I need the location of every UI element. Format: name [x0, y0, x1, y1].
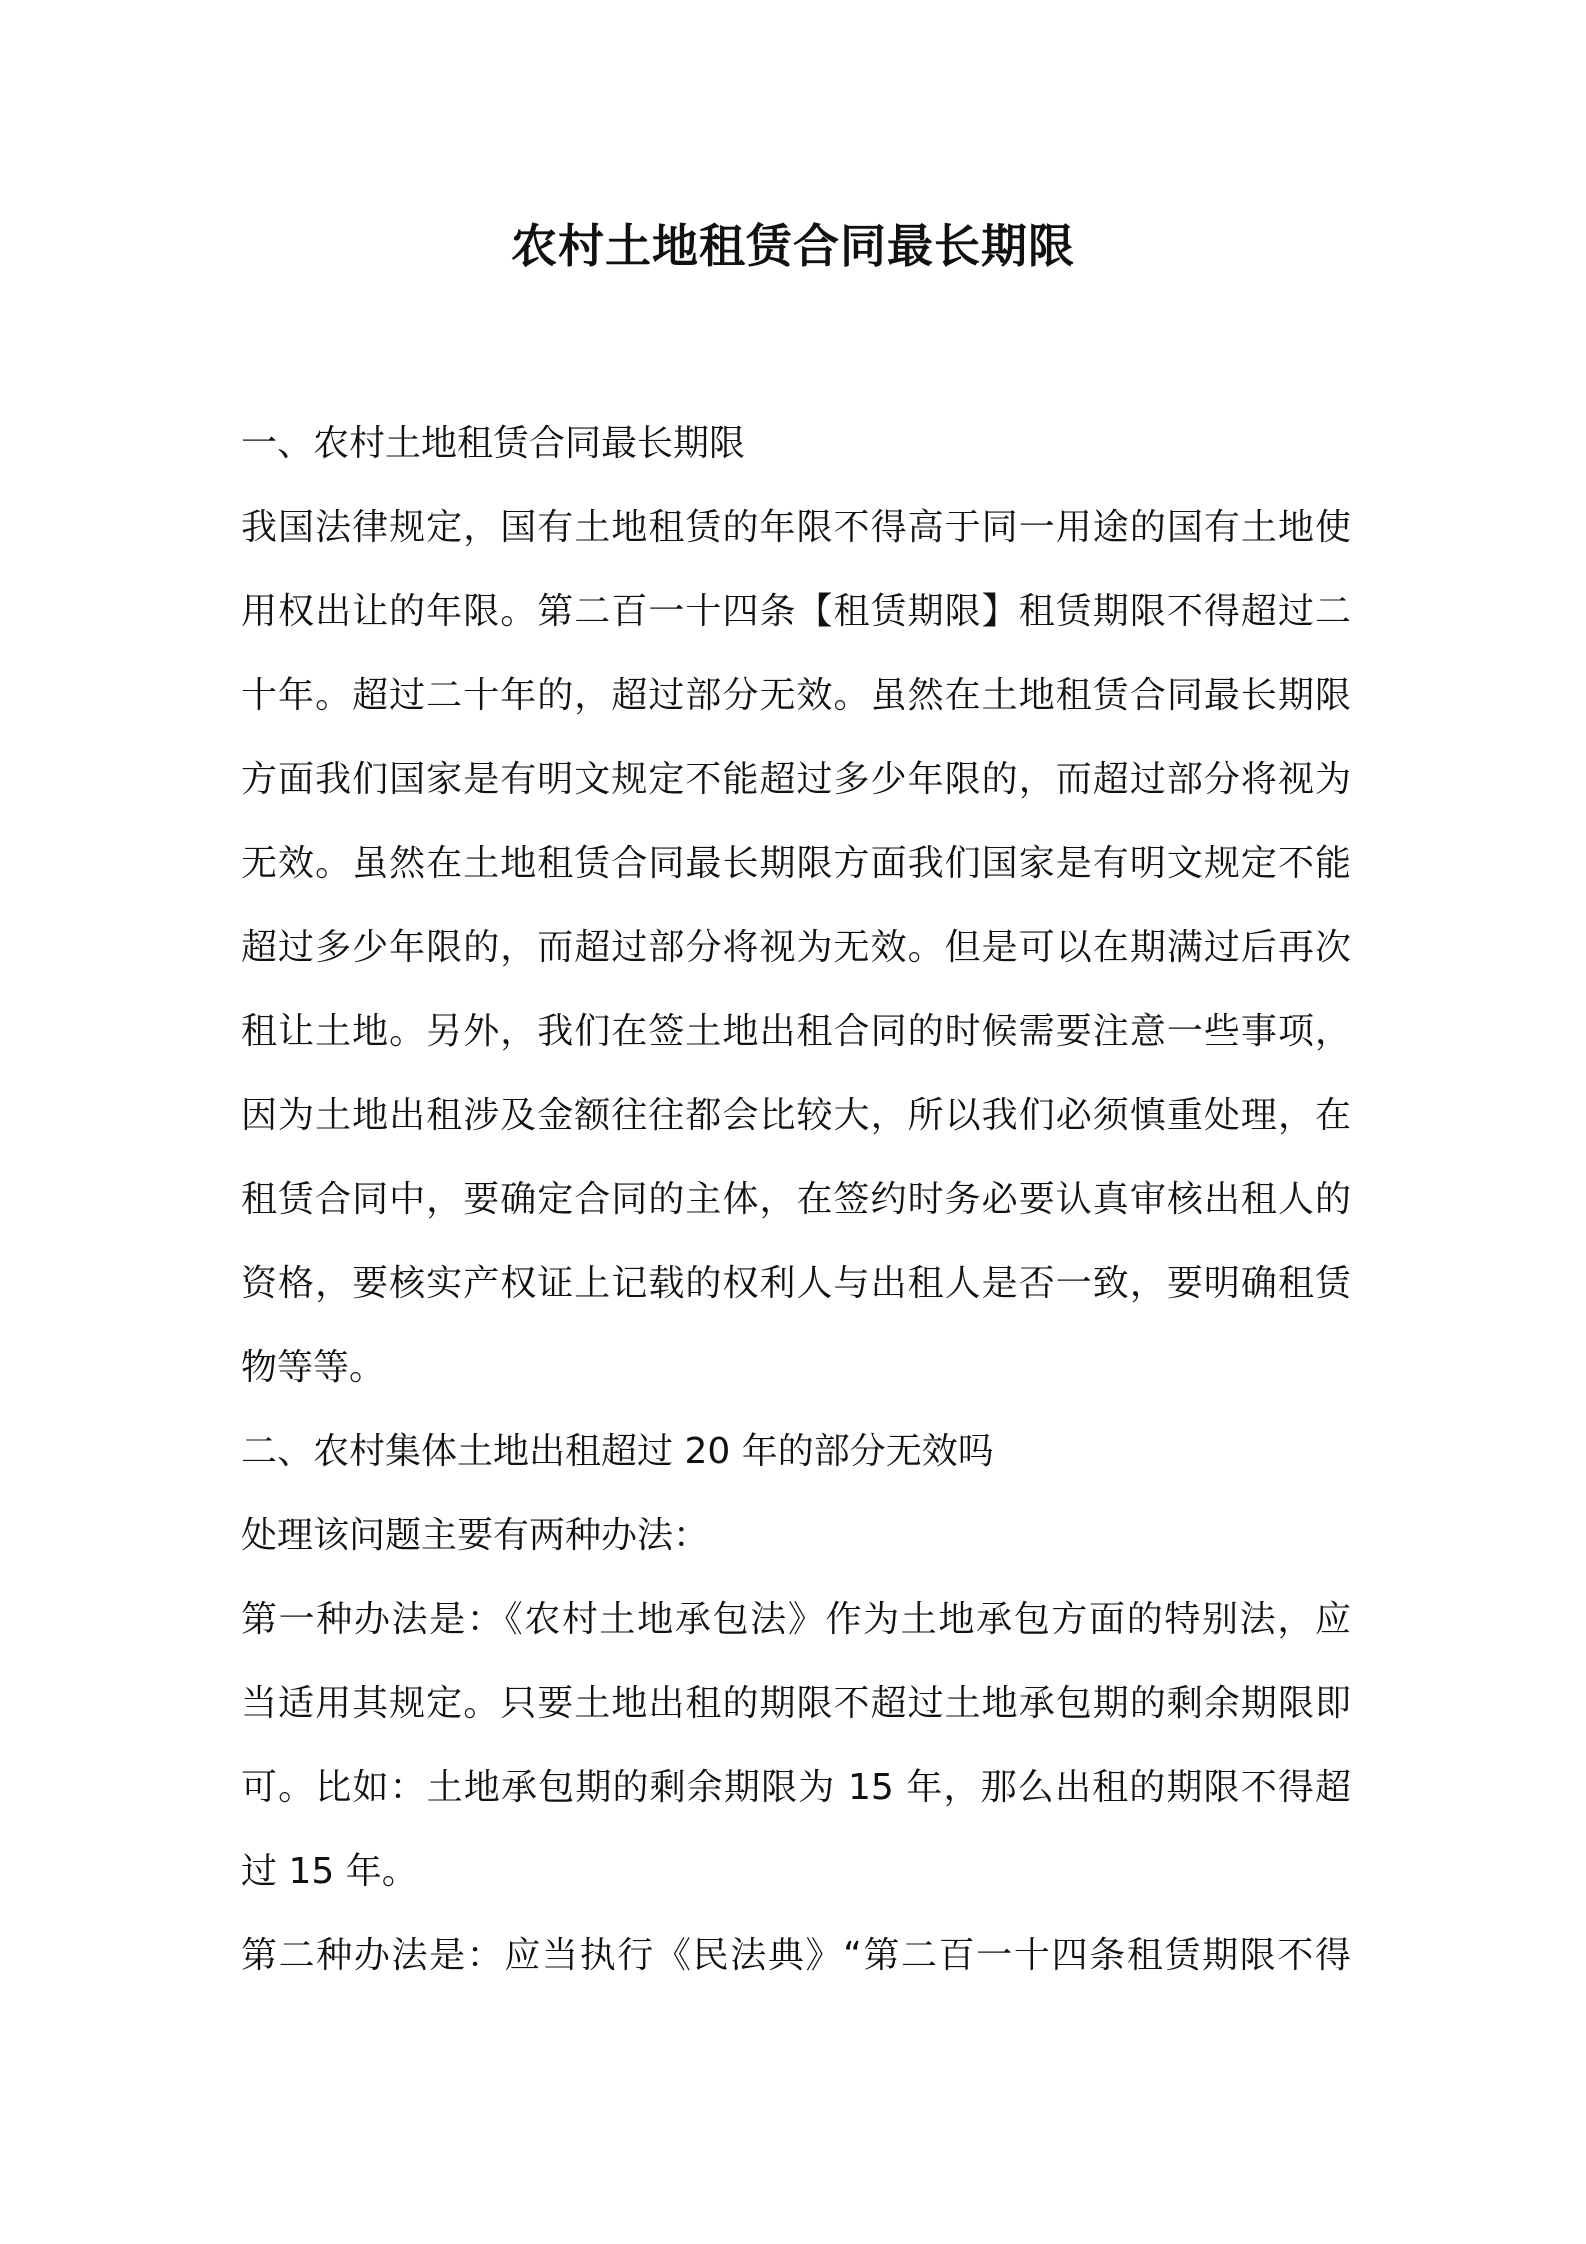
- paragraph-line: 用权出让的年限。第二百一十四条【租赁期限】租赁期限不得超过二: [241, 591, 1351, 632]
- method-2-paragraph: [241, 1914, 1351, 1998]
- paragraph-line: 过 15 年。: [241, 1851, 418, 1892]
- section-2-intro: [241, 1494, 1351, 1578]
- paragraph-line: 超过多少年限的，而超过部分将视为无效。但是可以在期满过后再次: [241, 927, 1351, 968]
- paragraph-line: 租让土地。另外，我们在签土地出租合同的时候需要注意一些事项，: [241, 1011, 1351, 1052]
- method-1-paragraph: [241, 1578, 1351, 1914]
- document-title: 农村土地租赁合同最长期限: [511, 219, 1075, 273]
- paragraph-line: 我国法律规定，国有土地租赁的年限不得高于同一用途的国有土地使: [241, 507, 1351, 548]
- section-1-paragraph: [241, 486, 1351, 1410]
- paragraph-line: 处理该问题主要有两种办法：: [241, 1515, 710, 1556]
- paragraph-line: 十年。超过二十年的，超过部分无效。虽然在土地租赁合同最长期限: [241, 675, 1351, 716]
- paragraph-line: 租赁合同中，要确定合同的主体，在签约时务必要认真审核出租人的: [241, 1179, 1351, 1220]
- paragraph-line: 无效。虽然在土地租赁合同最长期限方面我们国家是有明文规定不能: [241, 843, 1351, 884]
- section-2-heading: 二、农村集体土地出租超过 20 年的部分无效吗: [241, 1431, 994, 1472]
- section-1-heading: 一、农村土地租赁合同最长期限: [241, 423, 746, 464]
- paragraph-line: 可。比如：土地承包期的剩余期限为 15 年，那么出租的期限不得超: [241, 1767, 1351, 1808]
- paragraph-line: 资格，要核实产权证上记载的权利人与出租人是否一致，要明确租赁: [241, 1263, 1351, 1304]
- paragraph-line: 方面我们国家是有明文规定不能超过多少年限的，而超过部分将视为: [241, 759, 1351, 800]
- paragraph-line: 第二种办法是：应当执行《民法典》“第二百一十四条租赁期限不得: [241, 1935, 1351, 1976]
- document-body: [241, 402, 1351, 1998]
- paragraph-line: 第一种办法是：《农村土地承包法》作为土地承包方面的特别法，应: [241, 1599, 1351, 1640]
- paragraph-line: 物等等。: [241, 1347, 386, 1388]
- paragraph-line: 当适用其规定。只要土地出租的期限不超过土地承包期的剩余期限即: [241, 1683, 1351, 1724]
- paragraph-line: 因为土地出租涉及金额往往都会比较大，所以我们必须慎重处理，在: [241, 1095, 1351, 1136]
